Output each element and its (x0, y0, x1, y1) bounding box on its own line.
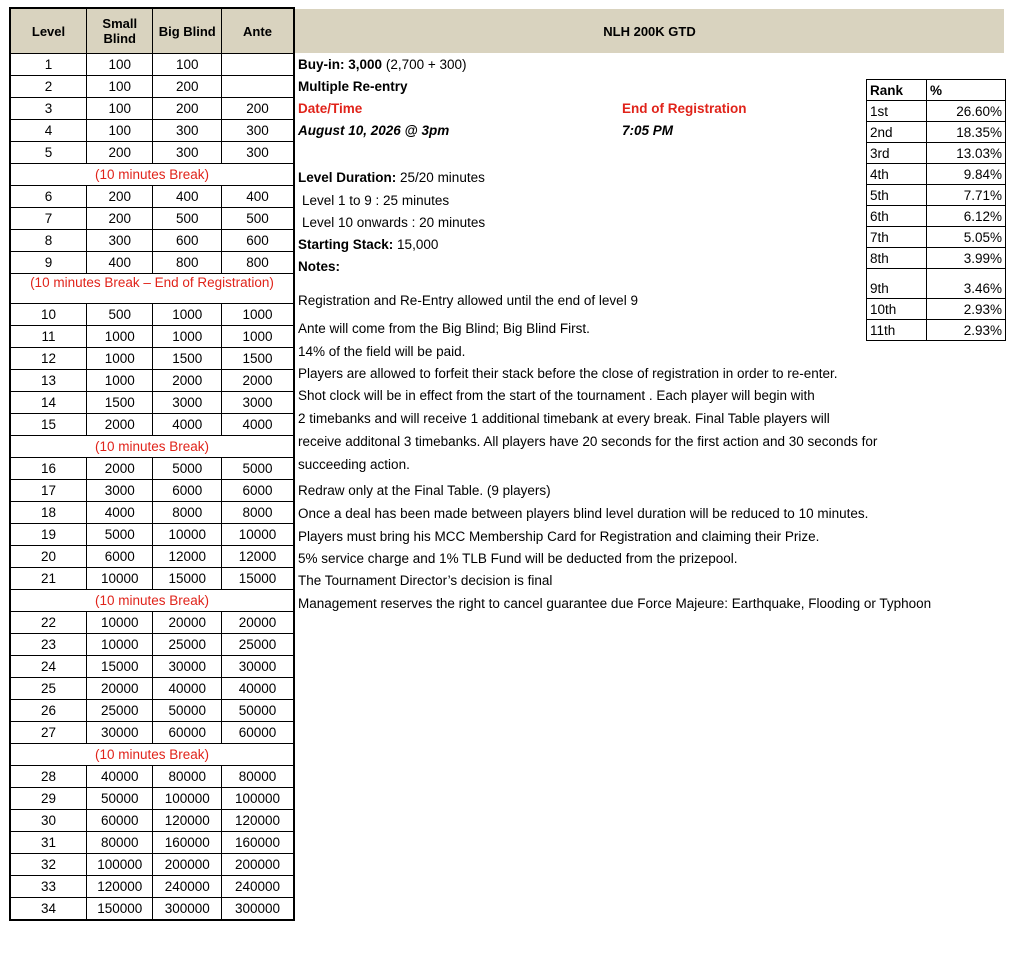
break-row (10, 436, 294, 458)
header-ante: Ante (221, 8, 294, 54)
level-cell: 14 (10, 392, 87, 414)
buyin-line (298, 57, 467, 72)
big-blind-cell: 120000 (153, 810, 221, 832)
payout-row (867, 206, 1006, 227)
small-blind-cell: 120000 (87, 876, 153, 898)
big-blind-cell: 1000 (153, 304, 221, 326)
small-blind-cell: 300 (87, 230, 153, 252)
big-blind-cell: 400 (153, 186, 221, 208)
break-row (10, 274, 294, 304)
ante-cell: 12000 (221, 546, 294, 568)
note-line: receive additonal 3 timebanks. All players have 20 seconds for the first action and 30 seconds for (298, 434, 878, 449)
table-row (10, 524, 294, 546)
big-blind-cell: 5000 (153, 458, 221, 480)
ante-cell: 400 (221, 186, 294, 208)
level-cell: 23 (10, 634, 87, 656)
note-line: Ante will come from the Big Blind; Big Blind First. (298, 321, 590, 336)
table-row (10, 458, 294, 480)
ante-cell: 300 (221, 142, 294, 164)
payout-rank: 4th (867, 164, 927, 185)
table-row (10, 722, 294, 744)
note-line: succeeding action. (298, 457, 410, 472)
table-row (10, 414, 294, 436)
ante-cell: 60000 (221, 722, 294, 744)
small-blind-cell: 50000 (87, 788, 153, 810)
small-blind-cell: 100 (87, 98, 153, 120)
small-blind-cell: 100 (87, 120, 153, 142)
level-cell: 8 (10, 230, 87, 252)
table-row (10, 348, 294, 370)
ante-cell: 1000 (221, 326, 294, 348)
table-row (10, 678, 294, 700)
notes-label: Notes: (298, 259, 341, 274)
big-blind-cell: 4000 (153, 414, 221, 436)
level-cell: 13 (10, 370, 87, 392)
buyin-label: Buy-in: (298, 57, 345, 72)
table-row (10, 304, 294, 326)
small-blind-cell: 100 (87, 76, 153, 98)
payout-percent: 26.60% (927, 101, 1006, 122)
payout-percent: 2.93% (927, 299, 1006, 320)
big-blind-cell: 60000 (153, 722, 221, 744)
small-blind-cell: 4000 (87, 502, 153, 524)
buyin-value: 3,000 (348, 57, 383, 72)
payout-rank: 5th (867, 185, 927, 206)
level-cell: 11 (10, 326, 87, 348)
ante-cell: 300 (221, 120, 294, 142)
table-row (10, 392, 294, 414)
table-row (10, 230, 294, 252)
big-blind-cell: 800 (153, 252, 221, 274)
big-blind-cell: 12000 (153, 546, 221, 568)
note-line: Management reserves the right to cancel guarantee due Force Majeure: Earthquake, Flooding or Typhoon (298, 596, 932, 611)
small-blind-cell: 150000 (87, 898, 153, 920)
tournament-title-band (295, 9, 1004, 53)
break-row (10, 164, 294, 186)
payout-percent: 6.12% (927, 206, 1006, 227)
ante-cell: 600 (221, 230, 294, 252)
level-cell: 32 (10, 854, 87, 876)
small-blind-cell: 40000 (87, 766, 153, 788)
level-cell: 24 (10, 656, 87, 678)
big-blind-cell: 160000 (153, 832, 221, 854)
ante-cell: 4000 (221, 414, 294, 436)
small-blind-cell: 5000 (87, 524, 153, 546)
payout-percent: 3.46% (927, 269, 1006, 299)
ante-cell: 50000 (221, 700, 294, 722)
big-blind-cell: 100000 (153, 788, 221, 810)
payout-row (867, 320, 1006, 341)
level-duration-line (298, 170, 485, 185)
level-cell: 17 (10, 480, 87, 502)
small-blind-cell: 10000 (87, 612, 153, 634)
starting-stack-line (298, 237, 438, 252)
payout-row (867, 269, 1006, 299)
header-level: Level (10, 8, 87, 54)
small-blind-cell: 2000 (87, 414, 153, 436)
ante-cell: 30000 (221, 656, 294, 678)
table-row (10, 502, 294, 524)
payout-rank: 3rd (867, 143, 927, 164)
level-cell: 21 (10, 568, 87, 590)
level-cell: 27 (10, 722, 87, 744)
payout-header-row (867, 80, 1006, 101)
big-blind-cell: 300 (153, 142, 221, 164)
table-row (10, 700, 294, 722)
table-row (10, 186, 294, 208)
note-line: 14% of the field will be paid. (298, 344, 466, 359)
note-line: Registration and Re-Entry allowed until the end of level 9 (298, 293, 638, 308)
small-blind-cell: 200 (87, 208, 153, 230)
ante-cell: 200 (221, 98, 294, 120)
note-line: 5% service charge and 1% TLB Fund will be deducted from the prizepool. (298, 551, 738, 566)
payout-percent: 9.84% (927, 164, 1006, 185)
table-row (10, 568, 294, 590)
small-blind-cell: 6000 (87, 546, 153, 568)
level-cell: 1 (10, 54, 87, 76)
note-line: Players are allowed to forfeit their stack before the close of registration in order to re-enter. (298, 366, 838, 381)
table-row (10, 76, 294, 98)
big-blind-cell: 1000 (153, 326, 221, 348)
table-row (10, 810, 294, 832)
big-blind-cell: 600 (153, 230, 221, 252)
small-blind-cell: 400 (87, 252, 153, 274)
level-cell: 10 (10, 304, 87, 326)
big-blind-cell: 3000 (153, 392, 221, 414)
payout-percent: 7.71% (927, 185, 1006, 206)
datetime-label: Date/Time (298, 101, 363, 116)
starting-stack-label: Starting Stack: (298, 237, 394, 252)
big-blind-cell: 20000 (153, 612, 221, 634)
note-line: 2 timebanks and will receive 1 additional timebank at every break. Final Table players will (298, 411, 830, 426)
small-blind-cell: 20000 (87, 678, 153, 700)
note-line: The Tournament Director’s decision is final (298, 573, 553, 588)
level-duration-value: 25/20 minutes (400, 170, 485, 185)
small-blind-cell: 30000 (87, 722, 153, 744)
notes-label-line (298, 259, 340, 274)
table-row (10, 656, 294, 678)
ante-cell: 10000 (221, 524, 294, 546)
end-registration-label: End of Registration (622, 101, 747, 116)
payout-row (867, 185, 1006, 206)
ante-cell: 80000 (221, 766, 294, 788)
ante-cell: 500 (221, 208, 294, 230)
level-cell: 33 (10, 876, 87, 898)
big-blind-cell: 200000 (153, 854, 221, 876)
header-small-blind: Small Blind (87, 8, 153, 54)
payout-percent: 18.35% (927, 122, 1006, 143)
level-cell: 29 (10, 788, 87, 810)
level-duration-label: Level Duration: (298, 170, 397, 185)
table-row (10, 854, 294, 876)
blind-table-header-row (10, 8, 294, 54)
ante-cell: 40000 (221, 678, 294, 700)
break-label: (10 minutes Break) (10, 164, 294, 186)
big-blind-cell: 100 (153, 54, 221, 76)
small-blind-cell: 1500 (87, 392, 153, 414)
ante-cell: 25000 (221, 634, 294, 656)
big-blind-cell: 300 (153, 120, 221, 142)
payout-row (867, 164, 1006, 185)
payout-row (867, 299, 1006, 320)
small-blind-cell: 100 (87, 54, 153, 76)
break-row (10, 590, 294, 612)
table-row (10, 788, 294, 810)
ante-cell: 2000 (221, 370, 294, 392)
level-cell: 26 (10, 700, 87, 722)
small-blind-cell: 80000 (87, 832, 153, 854)
ante-cell (221, 54, 294, 76)
reentry-line (298, 79, 408, 94)
table-row (10, 98, 294, 120)
payout-table-body (867, 80, 1006, 341)
ante-cell: 300000 (221, 898, 294, 920)
small-blind-cell: 3000 (87, 480, 153, 502)
ante-cell: 120000 (221, 810, 294, 832)
payout-header-pct: % (927, 80, 1006, 101)
level-cell: 18 (10, 502, 87, 524)
payout-rank: 10th (867, 299, 927, 320)
ante-cell: 6000 (221, 480, 294, 502)
tournament-title: NLH 200K GTD (603, 23, 696, 39)
level-cell: 4 (10, 120, 87, 142)
level-cell: 16 (10, 458, 87, 480)
ante-cell: 15000 (221, 568, 294, 590)
payout-rank: 9th (867, 269, 927, 299)
payout-row (867, 101, 1006, 122)
small-blind-cell: 200 (87, 186, 153, 208)
table-row (10, 252, 294, 274)
big-blind-cell: 1500 (153, 348, 221, 370)
table-row (10, 634, 294, 656)
ante-cell: 100000 (221, 788, 294, 810)
big-blind-cell: 80000 (153, 766, 221, 788)
big-blind-cell: 200 (153, 98, 221, 120)
ante-cell: 3000 (221, 392, 294, 414)
big-blind-cell: 10000 (153, 524, 221, 546)
small-blind-cell: 10000 (87, 568, 153, 590)
big-blind-cell: 8000 (153, 502, 221, 524)
ante-cell: 800 (221, 252, 294, 274)
payout-percent: 5.05% (927, 227, 1006, 248)
break-label: (10 minutes Break – End of Registration) (10, 274, 294, 304)
small-blind-cell: 10000 (87, 634, 153, 656)
duration-detail-2: Level 10 onwards : 20 minutes (302, 215, 486, 230)
level-cell: 9 (10, 252, 87, 274)
big-blind-cell: 50000 (153, 700, 221, 722)
big-blind-cell: 240000 (153, 876, 221, 898)
small-blind-cell: 500 (87, 304, 153, 326)
big-blind-cell: 200 (153, 76, 221, 98)
ante-cell (221, 76, 294, 98)
datetime-value: August 10, 2026 @ 3pm (298, 123, 450, 138)
ante-cell: 1500 (221, 348, 294, 370)
big-blind-cell: 30000 (153, 656, 221, 678)
note-line: Shot clock will be in effect from the start of the tournament . Each player will begin with (298, 388, 815, 403)
table-row (10, 326, 294, 348)
ante-cell: 200000 (221, 854, 294, 876)
table-row (10, 612, 294, 634)
small-blind-cell: 15000 (87, 656, 153, 678)
payout-row (867, 143, 1006, 164)
table-row (10, 832, 294, 854)
small-blind-cell: 1000 (87, 326, 153, 348)
table-row (10, 766, 294, 788)
payout-table (866, 79, 1006, 341)
level-cell: 15 (10, 414, 87, 436)
payout-row (867, 122, 1006, 143)
table-row (10, 54, 294, 76)
level-cell: 2 (10, 76, 87, 98)
big-blind-cell: 6000 (153, 480, 221, 502)
big-blind-cell: 500 (153, 208, 221, 230)
note-line: Players must bring his MCC Membership Card for Registration and claiming their Prize. (298, 529, 820, 544)
level-cell: 34 (10, 898, 87, 920)
big-blind-cell: 2000 (153, 370, 221, 392)
level-cell: 31 (10, 832, 87, 854)
note-line: Redraw only at the Final Table. (9 players) (298, 483, 551, 498)
table-row (10, 546, 294, 568)
level-cell: 3 (10, 98, 87, 120)
table-row (10, 898, 294, 920)
break-row (10, 744, 294, 766)
table-row (10, 120, 294, 142)
payout-percent: 13.03% (927, 143, 1006, 164)
level-cell: 7 (10, 208, 87, 230)
big-blind-cell: 40000 (153, 678, 221, 700)
level-cell: 22 (10, 612, 87, 634)
table-row (10, 208, 294, 230)
small-blind-cell: 100000 (87, 854, 153, 876)
ante-cell: 20000 (221, 612, 294, 634)
payout-percent: 3.99% (927, 248, 1006, 269)
ante-cell: 8000 (221, 502, 294, 524)
small-blind-cell: 25000 (87, 700, 153, 722)
table-row (10, 142, 294, 164)
ante-cell: 5000 (221, 458, 294, 480)
break-label: (10 minutes Break) (10, 744, 294, 766)
level-cell: 6 (10, 186, 87, 208)
table-row (10, 876, 294, 898)
small-blind-cell: 2000 (87, 458, 153, 480)
blind-structure-table (9, 7, 295, 921)
break-label: (10 minutes Break) (10, 590, 294, 612)
ante-cell: 160000 (221, 832, 294, 854)
table-row (10, 370, 294, 392)
small-blind-cell: 60000 (87, 810, 153, 832)
payout-header-rank: Rank (867, 80, 927, 101)
payout-rank: 11th (867, 320, 927, 341)
ante-cell: 1000 (221, 304, 294, 326)
header-big-blind: Big Blind (153, 8, 221, 54)
small-blind-cell: 1000 (87, 370, 153, 392)
level-cell: 20 (10, 546, 87, 568)
duration-detail-1: Level 1 to 9 : 25 minutes (302, 193, 450, 208)
payout-rank: 6th (867, 206, 927, 227)
level-cell: 28 (10, 766, 87, 788)
payout-rank: 1st (867, 101, 927, 122)
level-cell: 12 (10, 348, 87, 370)
buyin-breakdown: (2,700 + 300) (385, 57, 467, 72)
big-blind-cell: 15000 (153, 568, 221, 590)
table-row (10, 480, 294, 502)
payout-rank: 8th (867, 248, 927, 269)
blind-table-body (10, 54, 294, 920)
level-cell: 5 (10, 142, 87, 164)
small-blind-cell: 200 (87, 142, 153, 164)
level-cell: 19 (10, 524, 87, 546)
big-blind-cell: 25000 (153, 634, 221, 656)
payout-rank: 2nd (867, 122, 927, 143)
small-blind-cell: 1000 (87, 348, 153, 370)
level-cell: 30 (10, 810, 87, 832)
big-blind-cell: 300000 (153, 898, 221, 920)
payout-percent: 2.93% (927, 320, 1006, 341)
note-line: Once a deal has been made between players blind level duration will be reduced to 10 minutes. (298, 506, 869, 521)
reentry-text: Multiple Re-entry (298, 79, 408, 94)
break-label: (10 minutes Break) (10, 436, 294, 458)
ante-cell: 240000 (221, 876, 294, 898)
starting-stack-value: 15,000 (397, 237, 439, 252)
payout-rank: 7th (867, 227, 927, 248)
end-registration-value: 7:05 PM (622, 123, 674, 138)
level-cell: 25 (10, 678, 87, 700)
payout-row (867, 248, 1006, 269)
payout-row (867, 227, 1006, 248)
